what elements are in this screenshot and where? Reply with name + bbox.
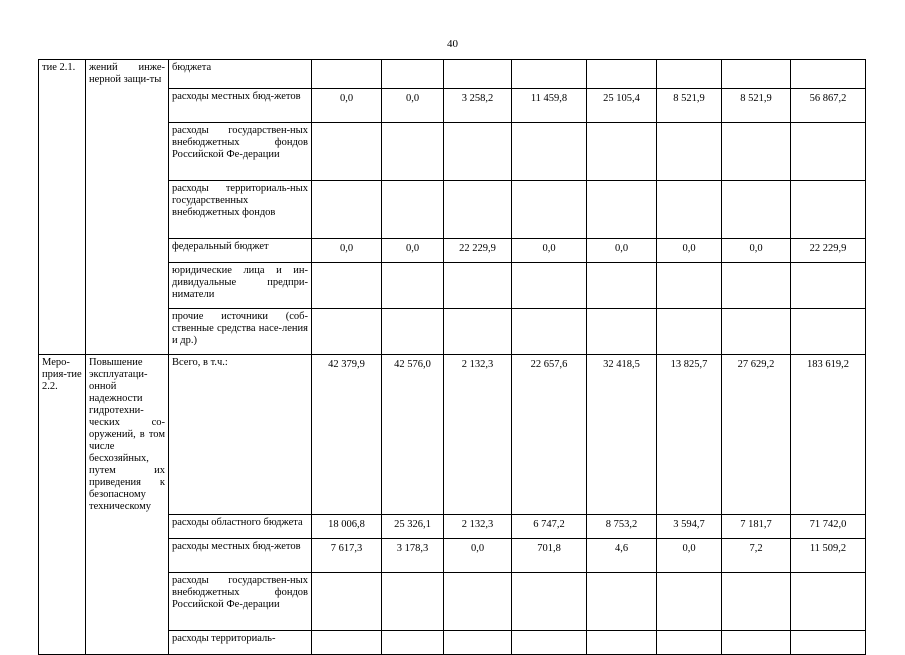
value-cell: 7 617,3 <box>312 539 382 573</box>
value-cell <box>722 308 791 354</box>
value-cell <box>722 122 791 180</box>
value-cell: 18 006,8 <box>312 515 382 539</box>
value-cell <box>722 262 791 308</box>
value-cell: 56 867,2 <box>791 88 866 122</box>
measure-number-cell <box>39 573 86 631</box>
value-cell <box>382 180 444 238</box>
measure-name-cell <box>86 238 169 262</box>
funding-source-cell: расходы местных бюд-жетов <box>169 88 312 122</box>
value-cell: 42 379,9 <box>312 354 382 515</box>
value-cell <box>312 573 382 631</box>
value-cell <box>512 631 587 655</box>
funding-source-cell: прочие источники (соб-ственные средства насе-ления и др.) <box>169 308 312 354</box>
value-cell <box>587 573 657 631</box>
value-cell <box>722 180 791 238</box>
measure-number-cell: тие 2.1. <box>39 60 86 89</box>
value-cell: 22 229,9 <box>444 238 512 262</box>
table-row <box>39 88 866 122</box>
measure-number-cell: Меро-прия-тие 2.2. <box>39 354 86 515</box>
value-cell: 3 178,3 <box>382 539 444 573</box>
value-cell <box>444 573 512 631</box>
measure-name-cell <box>86 88 169 122</box>
value-cell: 0,0 <box>587 238 657 262</box>
value-cell <box>444 262 512 308</box>
value-cell <box>657 60 722 89</box>
measure-name-cell <box>86 539 169 573</box>
table-row <box>39 631 866 655</box>
value-cell <box>312 180 382 238</box>
value-cell <box>657 122 722 180</box>
value-cell: 11 459,8 <box>512 88 587 122</box>
value-cell: 11 509,2 <box>791 539 866 573</box>
value-cell <box>382 573 444 631</box>
value-cell <box>512 308 587 354</box>
value-cell <box>444 180 512 238</box>
value-cell: 7,2 <box>722 539 791 573</box>
value-cell: 25 105,4 <box>587 88 657 122</box>
value-cell <box>382 122 444 180</box>
value-cell <box>382 60 444 89</box>
value-cell: 183 619,2 <box>791 354 866 515</box>
value-cell <box>722 60 791 89</box>
financing-table <box>38 59 866 655</box>
measure-name-cell: Повышение эксплуатаци-онной надежности гидротехни-ческих со-оружений, в том числе бесхозяйных, путем их приведения к безопасному техническому <box>86 354 169 515</box>
value-cell: 8 521,9 <box>722 88 791 122</box>
funding-source-cell: Всего, в т.ч.: <box>169 354 312 515</box>
value-cell: 22 229,9 <box>791 238 866 262</box>
funding-source-cell: федеральный бюджет <box>169 238 312 262</box>
value-cell <box>587 631 657 655</box>
value-cell <box>722 573 791 631</box>
value-cell: 27 629,2 <box>722 354 791 515</box>
value-cell: 0,0 <box>312 88 382 122</box>
value-cell <box>587 180 657 238</box>
value-cell: 0,0 <box>512 238 587 262</box>
measure-number-cell <box>39 122 86 180</box>
table-row <box>39 180 866 238</box>
measure-number-cell <box>39 88 86 122</box>
value-cell <box>657 308 722 354</box>
value-cell: 0,0 <box>382 238 444 262</box>
value-cell <box>791 180 866 238</box>
funding-source-cell: расходы территориаль-ных государственных внебюджетных фондов <box>169 180 312 238</box>
value-cell <box>444 60 512 89</box>
value-cell <box>791 631 866 655</box>
value-cell <box>587 122 657 180</box>
value-cell <box>444 631 512 655</box>
measure-number-cell <box>39 631 86 655</box>
measure-number-cell <box>39 238 86 262</box>
value-cell: 25 326,1 <box>382 515 444 539</box>
measure-number-cell <box>39 539 86 573</box>
measure-name-cell <box>86 262 169 308</box>
value-cell <box>312 631 382 655</box>
value-cell <box>657 631 722 655</box>
value-cell: 71 742,0 <box>791 515 866 539</box>
table-row <box>39 122 866 180</box>
funding-source-cell: расходы государствен-ных внебюджетных фондов Российской Фе-дерации <box>169 573 312 631</box>
value-cell: 3 594,7 <box>657 515 722 539</box>
value-cell: 2 132,3 <box>444 354 512 515</box>
measure-name-cell <box>86 180 169 238</box>
value-cell <box>791 60 866 89</box>
measure-number-cell <box>39 308 86 354</box>
value-cell <box>444 308 512 354</box>
value-cell: 0,0 <box>657 539 722 573</box>
value-cell <box>791 262 866 308</box>
value-cell: 0,0 <box>312 238 382 262</box>
table-row <box>39 515 866 539</box>
measure-name-cell <box>86 308 169 354</box>
measure-name-cell <box>86 122 169 180</box>
measure-name-cell <box>86 515 169 539</box>
measure-number-cell <box>39 262 86 308</box>
measure-name-cell <box>86 631 169 655</box>
value-cell <box>657 573 722 631</box>
value-cell: 4,6 <box>587 539 657 573</box>
value-cell <box>382 631 444 655</box>
value-cell: 0,0 <box>382 88 444 122</box>
value-cell <box>512 262 587 308</box>
value-cell <box>791 573 866 631</box>
value-cell <box>512 122 587 180</box>
value-cell <box>512 180 587 238</box>
table-row <box>39 262 866 308</box>
value-cell: 0,0 <box>722 238 791 262</box>
value-cell <box>657 180 722 238</box>
value-cell <box>312 308 382 354</box>
table-row <box>39 573 866 631</box>
funding-source-cell: юридические лица и ин-дивидуальные предпри-ниматели <box>169 262 312 308</box>
table-row <box>39 60 866 89</box>
value-cell <box>512 60 587 89</box>
funding-source-cell: расходы территориаль- <box>169 631 312 655</box>
table-row <box>39 539 866 573</box>
value-cell: 13 825,7 <box>657 354 722 515</box>
value-cell: 701,8 <box>512 539 587 573</box>
value-cell: 8 753,2 <box>587 515 657 539</box>
table-row <box>39 308 866 354</box>
measure-name-cell: жений инже-нерной защи-ты <box>86 60 169 89</box>
value-cell: 22 657,6 <box>512 354 587 515</box>
value-cell <box>587 308 657 354</box>
value-cell: 3 258,2 <box>444 88 512 122</box>
table-row <box>39 354 866 515</box>
value-cell: 0,0 <box>444 539 512 573</box>
funding-source-cell: расходы местных бюд-жетов <box>169 539 312 573</box>
funding-source-cell: бюджета <box>169 60 312 89</box>
value-cell <box>312 262 382 308</box>
value-cell: 2 132,3 <box>444 515 512 539</box>
value-cell: 8 521,9 <box>657 88 722 122</box>
value-cell: 6 747,2 <box>512 515 587 539</box>
value-cell <box>512 573 587 631</box>
value-cell: 32 418,5 <box>587 354 657 515</box>
measure-number-cell <box>39 515 86 539</box>
value-cell <box>382 262 444 308</box>
value-cell <box>722 631 791 655</box>
value-cell <box>791 308 866 354</box>
value-cell <box>587 60 657 89</box>
value-cell <box>382 308 444 354</box>
value-cell <box>312 122 382 180</box>
measure-number-cell <box>39 180 86 238</box>
value-cell <box>791 122 866 180</box>
value-cell <box>587 262 657 308</box>
value-cell <box>657 262 722 308</box>
table-row <box>39 238 866 262</box>
value-cell: 42 576,0 <box>382 354 444 515</box>
measure-name-cell <box>86 573 169 631</box>
funding-source-cell: расходы областного бюджета <box>169 515 312 539</box>
value-cell <box>444 122 512 180</box>
value-cell: 0,0 <box>657 238 722 262</box>
value-cell <box>312 60 382 89</box>
page-number: 40 <box>447 38 458 50</box>
value-cell: 7 181,7 <box>722 515 791 539</box>
funding-source-cell: расходы государствен-ных внебюджетных фондов Российской Фе-дерации <box>169 122 312 180</box>
